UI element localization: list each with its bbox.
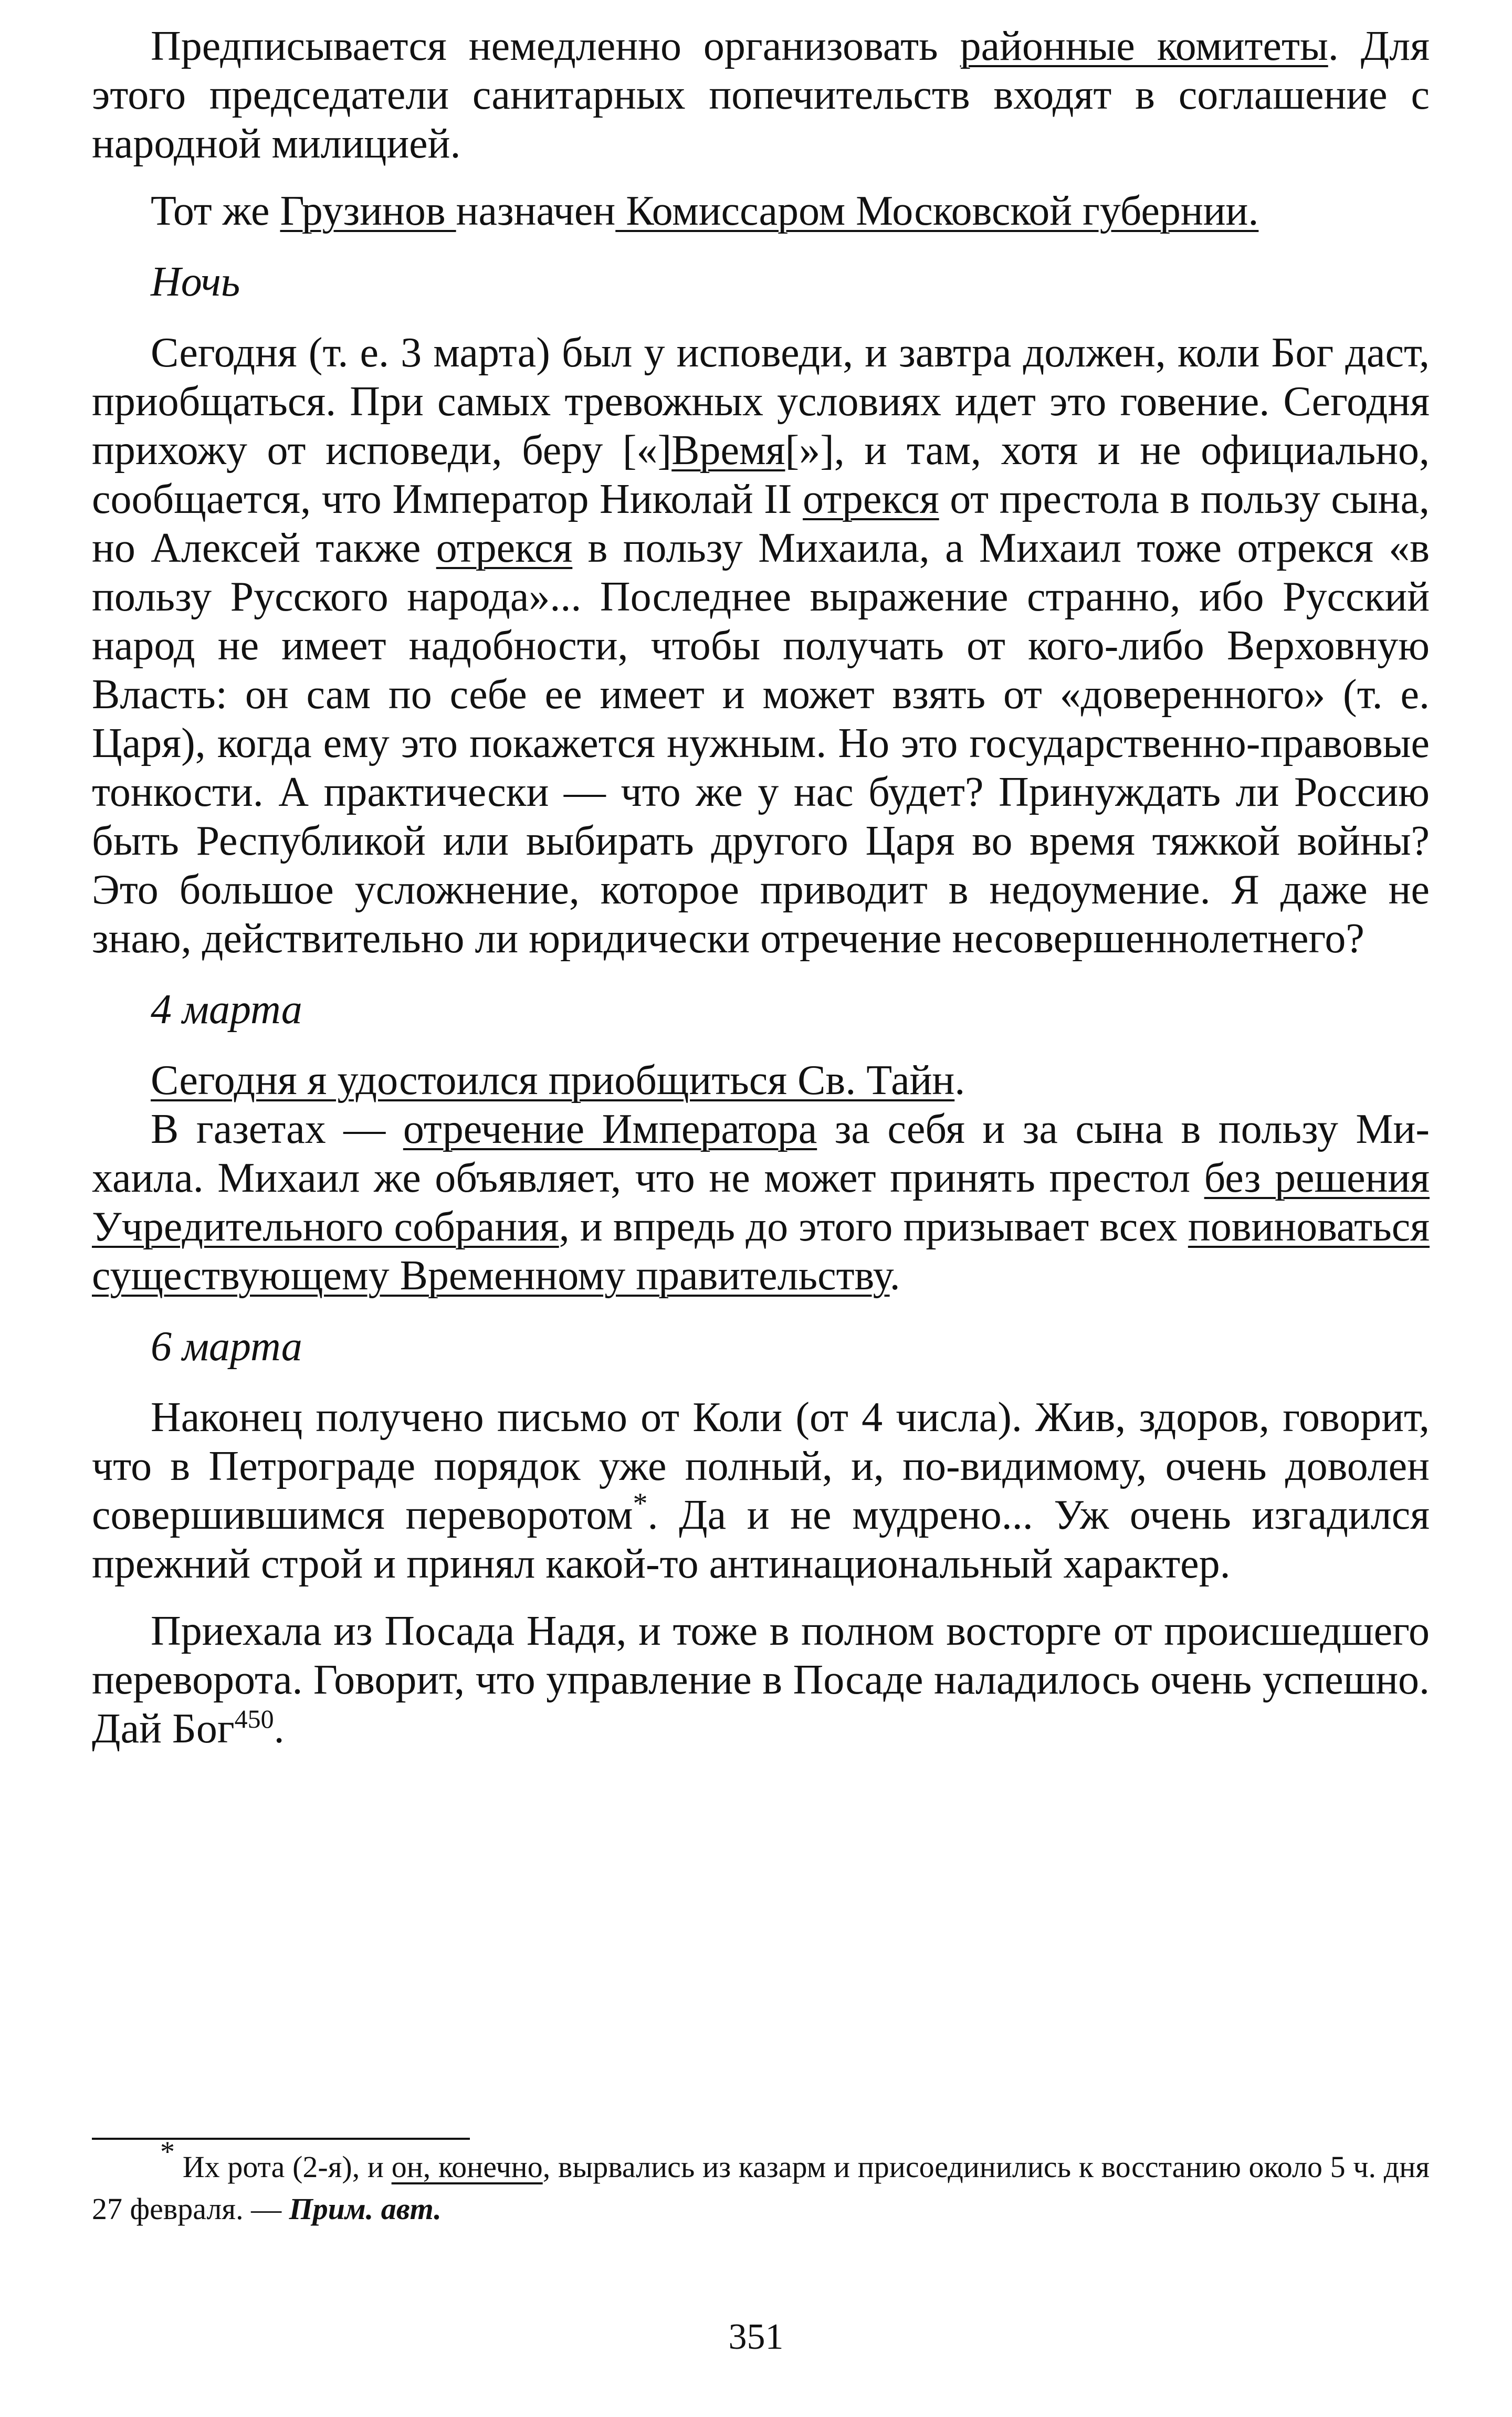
text-run: . Да и не мудрено... Уж очень изгадился прежний строй и принял какой-то антинациональный характер. <box>92 1492 1430 1587</box>
page-number: 351 <box>728 2317 784 2357</box>
section-heading: 4 марта <box>151 986 302 1033</box>
underlined-text: Комиссаром Московской губернии. <box>615 188 1259 234</box>
underlined-text: отрекся <box>436 525 573 571</box>
text-run: от престола в пользу сына, но Алексей также <box>92 476 1430 571</box>
underlined-text: Сегодня я удостоился приобщиться Св. Тайн <box>151 1057 955 1104</box>
text-run: . Для этого председатели санитарных попечительств входят в соглашение с народной милицией. <box>92 23 1430 167</box>
text-run: за себя и за сына в пользу Михаила. Михаил же объявляет, что не может принять престол <box>92 1106 1430 1201</box>
text-run: Наконец получено письмо от Коли (от 4 числа). Жив, здоров, говорит, что в Петрограде порядок уже полный, и, по-видимому, очень доволен совершившимся переворотом <box>92 1394 1430 1538</box>
underlined-text: он, конечно <box>391 2150 543 2184</box>
author-note-label: Прим. авт. <box>289 2192 442 2226</box>
paragraph <box>92 1056 1430 1105</box>
text-run: . <box>274 1706 285 1752</box>
underlined-text: без решения Учредительного собрания <box>92 1155 1430 1250</box>
text-run: Сегодня (т. е. 3 марта) был у исповеди, и завтра должен, коли Бог даст, приобщаться. При самых тревожных условиях идет это говение. Сегодня прихожу от исповеди, беру [«] <box>92 330 1430 474</box>
paragraph <box>92 1105 1430 1300</box>
underlined-text: повиноваться существующему Временному правительству <box>92 1204 1430 1299</box>
text-run: , вырвались из казарм и присоединились к восстанию около 5 ч. дня 27 февраля. — <box>92 2150 1430 2226</box>
section-heading: 6 марта <box>151 1323 302 1370</box>
footnote-marker: * <box>160 2136 175 2168</box>
underlined-text: отречение Императора <box>403 1106 817 1152</box>
underlined-text: Грузинов <box>280 188 456 234</box>
underlined-text: отрекся <box>803 476 939 522</box>
paragraph <box>92 1393 1430 1589</box>
main-text <box>92 22 1430 1753</box>
text-run: [»], и там, хотя и не официально, сообщается, что Император Николай II <box>92 427 1430 522</box>
text-run: Их рота (2-я), и <box>175 2150 392 2184</box>
paragraph <box>92 187 1430 236</box>
footnote <box>92 2136 1430 2230</box>
endnote-reference[interactable]: 450 <box>234 1704 274 1733</box>
text-run: Тот же <box>151 188 280 234</box>
text-run: В газетах — <box>151 1106 403 1152</box>
paragraph <box>92 329 1430 963</box>
footnote-marker[interactable]: * <box>633 1487 648 1520</box>
text-run: , и впредь до этого призывает всех <box>559 1204 1188 1250</box>
paragraph <box>92 1607 1430 1753</box>
underlined-text: районные комитеты <box>960 23 1328 69</box>
text-run: Предписывается немедленно организовать <box>151 23 960 69</box>
paragraph <box>92 22 1430 169</box>
text-run: . <box>889 1253 900 1299</box>
footnote-divider <box>92 2138 470 2140</box>
underlined-text: Время <box>671 427 785 474</box>
text-run: назначен <box>456 188 616 234</box>
text-run: Приехала из Посада Надя, и тоже в полном восторге от происшедшего переворота. Говорит, что управление в Посаде наладилось очень успешно. Дай Бог <box>92 1608 1430 1752</box>
text-run: в пользу Михаила, а Михаил тоже отрекся «в пользу Русского народа»... Последнее выражение странно, ибо Русский народ не имеет надобности, чтобы получать от кого-либо Верховную Власть: он сам по себе ее имеет и может взять от «доверенного» (т. е. Царя), когда ему это покажется нужным. Но это государственно-правовые тонкости. А практически — что же у нас будет? Принуждать ли Россию быть Республикой или выбирать другого Царя во время тяжкой войны? Это большое усложнение, которое приводит в недоумение. Я даже не знаю, действительно ли юридически отречение несовершеннолетнего? <box>92 525 1430 962</box>
section-heading: Ночь <box>151 259 240 305</box>
text-run: . <box>954 1057 965 1104</box>
